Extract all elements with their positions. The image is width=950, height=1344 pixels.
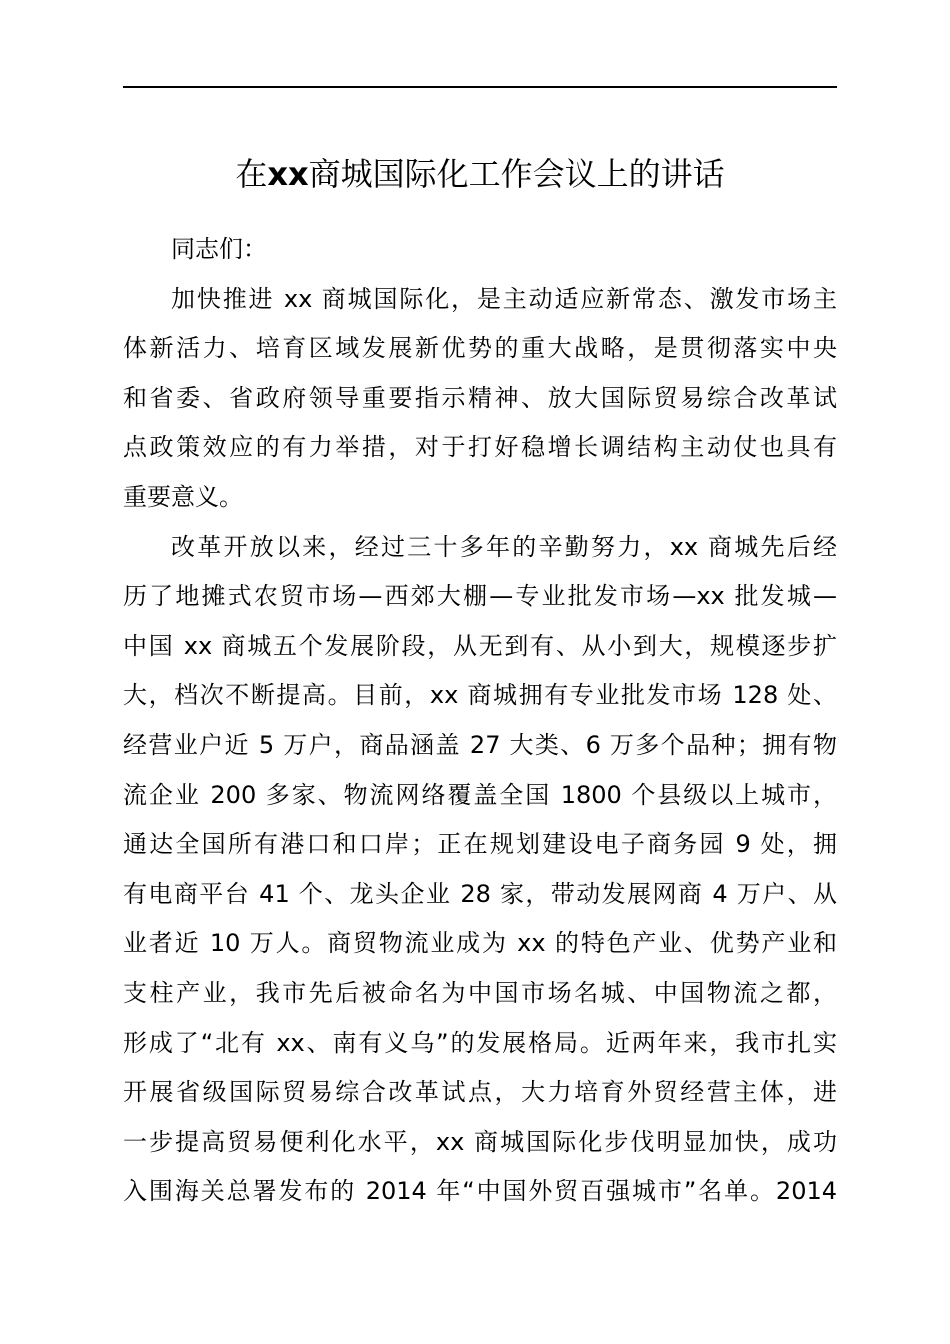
paragraph-line: 形成了“北有 xx、南有义乌”的发展格局。近两年来，我市扎实 — [123, 1028, 837, 1057]
title-prefix: 在 — [235, 155, 268, 193]
paragraph-2 — [123, 523, 837, 1217]
paragraph-line: 中国 xx 商城五个发展阶段，从无到有、从小到大，规模逐步扩 — [123, 631, 837, 660]
paragraph-line: 大，档次不断提高。目前，xx 商城拥有专业批发市场 128 处、 — [123, 681, 837, 710]
paragraph-line: 和省委、省政府领导重要指示精神、放大国际贸易综合改革试 — [123, 383, 837, 412]
paragraph-line: 支柱产业，我市先后被命名为中国市场名城、中国物流之都， — [123, 978, 837, 1007]
paragraph-1 — [123, 275, 837, 523]
title-bold: xx — [267, 155, 309, 193]
paragraph-line: 业者近 10 万人。商贸物流业成为 xx 的特色产业、优势产业和 — [123, 929, 837, 958]
title-suffix: 商城国际化工作会议上的讲话 — [308, 155, 725, 193]
paragraph-line: 流企业 200 多家、物流网络覆盖全国 1800 个县级以上城市， — [123, 780, 837, 809]
paragraph-line: 开展省级国际贸易综合改革试点，大力培育外贸经营主体，进 — [123, 1078, 837, 1107]
paragraph-line: 重要意义。 — [123, 482, 243, 511]
paragraph-line: 入围海关总署发布的 2014 年“中国外贸百强城市”名单。2014 — [123, 1177, 837, 1206]
paragraph-line: 加快推进 xx 商城国际化，是主动适应新常态、激发市场主 — [171, 284, 837, 313]
header-rule — [123, 86, 837, 88]
paragraph-line: 通达全国所有港口和口岸；正在规划建设电子商务园 9 处，拥 — [123, 830, 837, 859]
paragraph-line: 改革开放以来，经过三十多年的辛勤努力，xx 商城先后经 — [171, 532, 837, 561]
paragraph-line: 点政策效应的有力举措，对于打好稳增长调结构主动仗也具有 — [123, 433, 837, 462]
salutation: 同志们： — [171, 235, 267, 263]
document-body — [123, 225, 837, 1217]
paragraph-line: 历了地摊式农贸市场—西郊大棚—专业批发市场—xx 批发城— — [123, 582, 837, 611]
document-title — [123, 150, 837, 198]
paragraph-line: 体新活力、培育区域发展新优势的重大战略，是贯彻落实中央 — [123, 334, 837, 363]
paragraph-line: 经营业户近 5 万户，商品涵盖 27 大类、6 万多个品种；拥有物 — [123, 730, 837, 759]
paragraph-line: 有电商平台 41 个、龙头企业 28 家，带动发展网商 4 万户、从 — [123, 879, 837, 908]
paragraph-line: 一步提高贸易便利化水平，xx 商城国际化步伐明显加快，成功 — [123, 1127, 837, 1156]
